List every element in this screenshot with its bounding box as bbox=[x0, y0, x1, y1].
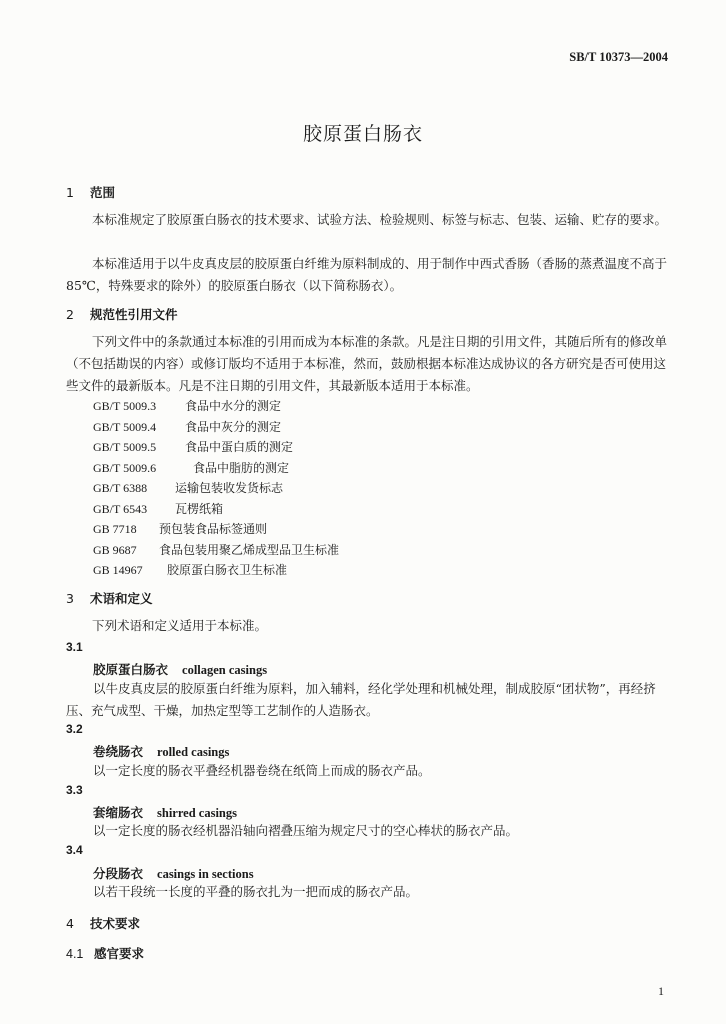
section-3-heading bbox=[66, 589, 153, 607]
reference-name: 食品中灰分的测定 bbox=[185, 419, 282, 434]
term-heading bbox=[93, 864, 254, 882]
reference-name: 食品中水分的测定 bbox=[185, 399, 282, 413]
term-number: 3.1 bbox=[66, 640, 83, 654]
term-definition: 以牛皮真皮层的胶原蛋白纤维为原料，加入辅料，经化学处理和机械处理，制成胶原“团状物”，再经挤压、充气成型、干燥，加热定型等工艺制作的人造肠衣。 bbox=[66, 681, 656, 718]
section-number: 1 bbox=[66, 185, 74, 200]
reference-name: 食品中脂肪的测定 bbox=[193, 460, 290, 475]
section-title: 范围 bbox=[90, 185, 116, 200]
reference-name: 胶原蛋白肠衣卫生标准 bbox=[167, 563, 288, 577]
section-1-paragraph-1: 本标准规定了胶原蛋白肠衣的技术要求、试验方法、检验规则、标签与标志、包装、运输、贮存的要求。 bbox=[92, 212, 668, 227]
term-number: 3.4 bbox=[66, 843, 83, 857]
subsection-number: 4.1 bbox=[66, 947, 84, 961]
section-title: 技术要求 bbox=[90, 916, 141, 931]
section-number: 4 bbox=[66, 916, 74, 931]
term-english: rolled casings bbox=[157, 745, 230, 759]
term-chinese: 胶原蛋白肠衣 bbox=[93, 662, 169, 677]
reference-code: GB 7718 bbox=[93, 522, 137, 536]
section-2-heading bbox=[66, 305, 178, 323]
reference-code: GB/T 5009.5 bbox=[93, 440, 157, 454]
term-definition: 以一定长度的肠衣经机器沿轴向褶叠压缩为规定尺寸的空心棒状的肠衣产品。 bbox=[93, 823, 519, 838]
term-english: shirred casings bbox=[157, 806, 238, 820]
section-title: 规范性引用文件 bbox=[90, 307, 178, 322]
term-heading bbox=[93, 742, 229, 760]
reference-name: 食品中蛋白质的测定 bbox=[185, 440, 294, 454]
reference-item bbox=[93, 396, 339, 417]
section-title: 术语和定义 bbox=[90, 591, 153, 606]
section-1-heading bbox=[66, 183, 115, 201]
standard-code: SB/T 10373—2004 bbox=[569, 50, 668, 64]
term-heading bbox=[93, 660, 267, 678]
term-number: 3.3 bbox=[66, 783, 83, 797]
reference-code: GB 9687 bbox=[93, 542, 137, 557]
reference-name: 运输包装收发货标志 bbox=[175, 481, 284, 495]
reference-code: GB 14967 bbox=[93, 563, 143, 577]
normative-references-list bbox=[93, 396, 339, 581]
reference-name: 预包装食品标签通则 bbox=[159, 522, 268, 536]
reference-item bbox=[93, 540, 339, 561]
document-title: 胶原蛋白肠衣 bbox=[302, 123, 423, 145]
reference-code: GB/T 6388 bbox=[93, 481, 148, 495]
section-number: 3 bbox=[66, 591, 74, 606]
reference-item bbox=[93, 478, 339, 499]
reference-item bbox=[93, 499, 339, 520]
term-heading bbox=[93, 803, 237, 821]
term-chinese: 分段肠衣 bbox=[93, 866, 144, 881]
term-english: collagen casings bbox=[182, 663, 268, 677]
term-number: 3.2 bbox=[66, 722, 83, 736]
section-4-heading bbox=[66, 914, 140, 932]
reference-name: 瓦楞纸箱 bbox=[175, 501, 224, 516]
term-definition: 以若干段统一长度的平叠的肠衣扎为一把而成的肠衣产品。 bbox=[93, 884, 419, 899]
reference-item bbox=[93, 458, 339, 479]
section-3-paragraph: 下列术语和定义适用于本标准。 bbox=[92, 618, 268, 633]
subsection-4-1-heading bbox=[66, 944, 144, 962]
term-chinese: 套缩肠衣 bbox=[93, 805, 144, 820]
reference-code: GB/T 5009.4 bbox=[93, 419, 157, 434]
section-1-paragraph-2: 本标准适用于以牛皮真皮层的胶原蛋白纤维为原料制成的、用于制作中西式香肠（香肠的蒸煮温度不高于 85℃，特殊要求的除外）的胶原蛋白肠衣（以下简称肠衣）。 bbox=[66, 256, 668, 293]
reference-item bbox=[93, 560, 339, 581]
subsection-title: 感官要求 bbox=[94, 946, 145, 961]
reference-code: GB/T 6543 bbox=[93, 501, 148, 516]
term-english: casings in sections bbox=[157, 867, 254, 881]
section-2-paragraph: 下列文件中的条款通过本标准的引用而成为本标准的条款。凡是注日期的引用文件，其随后所有的修改单（不包括勘误的内容）或修订版均不适用于本标准，然而，鼓励根据本标准达成协议的各方研究是否可使用这些文件的最新版本。凡是不注日期的引用文件，其最新版本适用于本标准。 bbox=[66, 334, 668, 393]
reference-item bbox=[93, 519, 339, 540]
reference-code: GB/T 5009.6 bbox=[93, 460, 157, 475]
page-number: 1 bbox=[658, 984, 664, 998]
term-definition: 以一定长度的肠衣平叠经机器卷绕在纸筒上而成的肠衣产品。 bbox=[93, 763, 431, 778]
reference-name: 食品包装用聚乙烯成型品卫生标准 bbox=[159, 542, 340, 557]
reference-item bbox=[93, 417, 339, 438]
reference-item bbox=[93, 437, 339, 458]
section-number: 2 bbox=[66, 307, 74, 322]
term-chinese: 卷绕肠衣 bbox=[93, 744, 144, 759]
reference-code: GB/T 5009.3 bbox=[93, 399, 157, 413]
